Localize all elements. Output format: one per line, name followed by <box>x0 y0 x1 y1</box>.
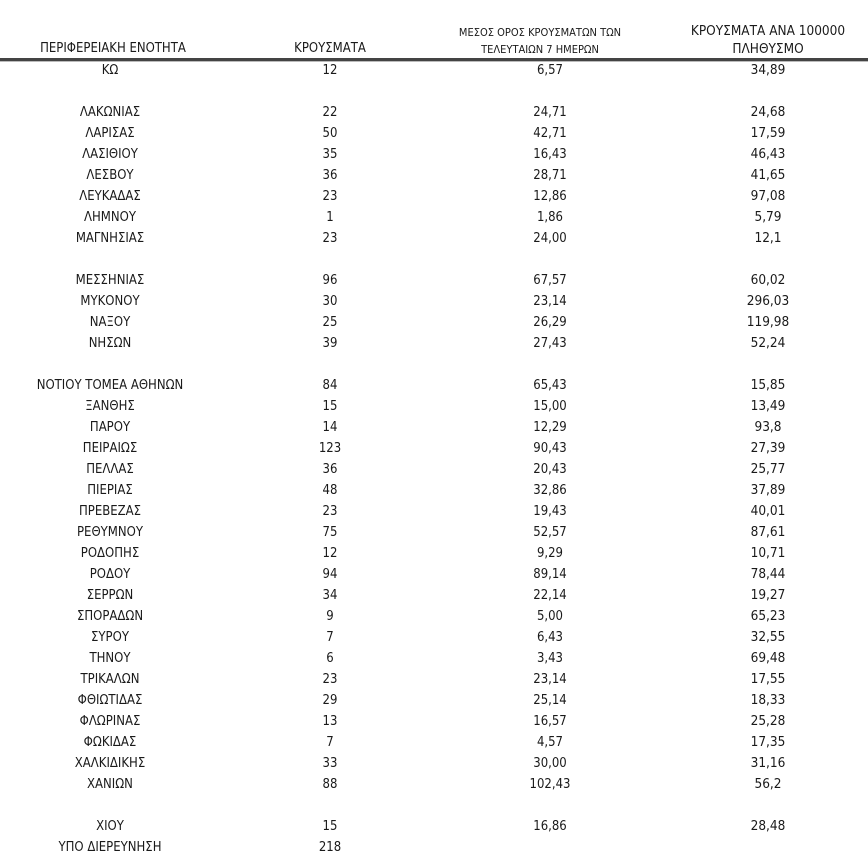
table-row <box>0 291 868 312</box>
cell-per100k: 24,68 <box>750 104 786 120</box>
cell-avg7: 22,14 <box>533 588 567 603</box>
cell-region: ΞΑΝΘΗΣ <box>85 399 135 414</box>
table-row <box>0 711 868 732</box>
table-row <box>0 543 868 564</box>
cell-avg7: 23,14 <box>533 672 567 687</box>
table-row <box>0 522 868 543</box>
cell-cases: 29 <box>322 693 338 708</box>
cell-cases: 7 <box>326 735 334 750</box>
cell-region: ΡΟΔΟΠΗΣ <box>80 546 140 561</box>
cell-region: ΜΕΣΣΗΝΙΑΣ <box>75 273 145 288</box>
table-row <box>0 732 868 753</box>
cell-per100k: 69,48 <box>750 650 786 666</box>
cell-region: ΛΑΡΙΣΑΣ <box>85 126 135 141</box>
cell-per100k: 31,16 <box>750 755 786 771</box>
table-row <box>0 480 868 501</box>
cell-per100k: 52,24 <box>750 335 786 351</box>
cell-avg7: 23,14 <box>533 294 567 309</box>
table-row <box>0 333 868 354</box>
cell-per100k: 56,2 <box>754 776 782 792</box>
cell-per100k: 18,33 <box>750 692 786 708</box>
cell-cases: 84 <box>322 378 338 393</box>
table-row <box>0 627 868 648</box>
cell-per100k: 32,55 <box>750 629 786 645</box>
header-per100k <box>668 22 868 58</box>
cell-avg7: 28,71 <box>533 168 567 183</box>
cell-avg7: 6,43 <box>536 630 564 645</box>
cell-per100k: 119,98 <box>746 314 790 330</box>
cell-region: ΤΗΝΟΥ <box>89 651 131 666</box>
cell-cases: 23 <box>322 189 338 204</box>
table-row <box>0 459 868 480</box>
cell-region: ΦΛΩΡΙΝΑΣ <box>79 714 141 729</box>
cell-region: ΣΕΡΡΩΝ <box>86 588 134 603</box>
cell-region: ΚΩ <box>101 63 119 78</box>
cell-region: ΤΡΙΚΑΛΩΝ <box>80 672 140 687</box>
cell-avg7: 89,14 <box>533 567 567 582</box>
cell-region: ΥΠΟ ΔΙΕΡΕΥΝΗΣΗ <box>58 840 162 855</box>
cell-cases: 13 <box>322 714 338 729</box>
cell-cases: 15 <box>322 399 338 414</box>
table-row <box>0 585 868 606</box>
table-row-spacer <box>0 249 868 270</box>
cell-cases: 50 <box>322 126 338 141</box>
cell-avg7: 12,29 <box>533 420 567 435</box>
cell-per100k: 19,27 <box>750 587 786 603</box>
cell-cases: 123 <box>318 441 342 456</box>
cell-cases: 1 <box>326 210 334 225</box>
cell-per100k: 28,48 <box>750 818 786 834</box>
table-row <box>0 417 868 438</box>
cell-cases: 15 <box>322 819 338 834</box>
cell-region: ΧΙΟΥ <box>96 819 124 834</box>
cell-region: ΠΙΕΡΙΑΣ <box>87 483 133 498</box>
cell-per100k: 93,8 <box>754 419 782 435</box>
cell-cases: 6 <box>326 651 334 666</box>
cell-region: ΧΑΝΙΩΝ <box>87 777 133 792</box>
table-row <box>0 774 868 795</box>
cell-per100k: 25,28 <box>750 713 786 729</box>
cell-per100k: 5,79 <box>754 209 782 225</box>
cell-cases: 34 <box>322 588 338 603</box>
cell-per100k: 97,08 <box>750 188 786 204</box>
cell-avg7: 3,43 <box>536 651 564 666</box>
header-per100k-line2: ΠΛΗΘΥΣΜΟ <box>732 41 804 57</box>
cell-cases: 88 <box>322 777 338 792</box>
cell-cases: 33 <box>322 756 338 771</box>
cell-avg7: 65,43 <box>533 378 567 393</box>
cell-region: ΛΗΜΝΟΥ <box>84 210 136 225</box>
cell-per100k: 60,02 <box>750 272 786 288</box>
cell-avg7: 32,86 <box>533 483 567 498</box>
cell-region: ΠΕΛΛΑΣ <box>86 462 134 477</box>
table-row <box>0 207 868 228</box>
cell-region: ΛΑΣΙΘΙΟΥ <box>82 147 138 162</box>
cell-region: ΦΩΚΙΔΑΣ <box>83 735 137 750</box>
cell-cases: 218 <box>318 840 342 855</box>
cell-cases: 94 <box>322 567 338 582</box>
cell-avg7: 15,00 <box>533 399 567 414</box>
cell-region: ΡΕΘΥΜΝΟΥ <box>77 525 143 540</box>
cell-avg7: 90,43 <box>533 441 567 456</box>
table-row <box>0 501 868 522</box>
cell-avg7: 12,86 <box>533 189 567 204</box>
table-row <box>0 312 868 333</box>
table-row <box>0 564 868 585</box>
cell-avg7: 52,57 <box>533 525 567 540</box>
header-avg7-line2: ΤΕΛΕΥΤΑΙΩΝ 7 ΗΜΕΡΩΝ <box>481 43 599 56</box>
cell-region: ΣΠΟΡΑΔΩΝ <box>76 609 144 624</box>
header-per100k-line1: ΚΡΟΥΣΜΑΤΑ ΑΝΑ 100000 <box>690 23 846 39</box>
cell-avg7: 30,00 <box>533 756 567 771</box>
cell-avg7: 19,43 <box>533 504 567 519</box>
cell-cases: 12 <box>322 546 338 561</box>
cell-cases: 75 <box>322 525 338 540</box>
table-row <box>0 123 868 144</box>
cell-region: ΛΕΥΚΑΔΑΣ <box>79 189 141 204</box>
cell-cases: 14 <box>322 420 338 435</box>
header-avg7 <box>440 24 640 58</box>
table-row <box>0 270 868 291</box>
cell-region: ΛΕΣΒΟΥ <box>86 168 134 183</box>
cell-cases: 48 <box>322 483 338 498</box>
table-row <box>0 228 868 249</box>
cell-per100k: 40,01 <box>750 503 786 519</box>
cell-cases: 35 <box>322 147 338 162</box>
cell-avg7: 67,57 <box>533 273 567 288</box>
cell-per100k: 25,77 <box>750 461 786 477</box>
cell-region: ΧΑΛΚΙΔΙΚΗΣ <box>74 756 146 771</box>
header-cases: ΚΡΟΥΣΜΑΤΑ <box>294 41 366 56</box>
cell-avg7: 5,00 <box>536 609 564 624</box>
cell-avg7: 24,00 <box>533 231 567 246</box>
cell-avg7: 20,43 <box>533 462 567 477</box>
cell-cases: 25 <box>322 315 338 330</box>
table-row <box>0 102 868 123</box>
header-avg7-line1: ΜΕΣΟΣ ΟΡΟΣ ΚΡΟΥΣΜΑΤΩΝ ΤΩΝ <box>458 26 622 39</box>
cell-region: ΦΘΙΩΤΙΔΑΣ <box>77 693 143 708</box>
cell-avg7: 16,57 <box>533 714 567 729</box>
table-row <box>0 669 868 690</box>
cell-region: ΛΑΚΩΝΙΑΣ <box>79 105 141 120</box>
cell-per100k: 78,44 <box>750 566 786 582</box>
table-body <box>0 60 868 858</box>
cell-per100k: 12,1 <box>754 230 782 246</box>
cell-cases: 22 <box>322 105 338 120</box>
cell-avg7: 25,14 <box>533 693 567 708</box>
cell-cases: 36 <box>322 168 338 183</box>
cell-avg7: 16,43 <box>533 147 567 162</box>
cell-per100k: 65,23 <box>750 608 786 624</box>
cell-cases: 23 <box>322 672 338 687</box>
table-row <box>0 375 868 396</box>
table-row <box>0 438 868 459</box>
cell-cases: 23 <box>322 231 338 246</box>
cell-per100k: 17,55 <box>750 671 786 687</box>
cell-per100k: 37,89 <box>750 482 786 498</box>
cell-region: ΣΥΡΟΥ <box>91 630 129 645</box>
table-row-spacer <box>0 354 868 375</box>
cell-cases: 36 <box>322 462 338 477</box>
table-row <box>0 690 868 711</box>
table-row <box>0 837 868 858</box>
cell-region: ΡΟΔΟΥ <box>89 567 131 582</box>
cell-avg7: 102,43 <box>529 777 571 792</box>
cell-per100k: 87,61 <box>750 524 786 540</box>
cell-avg7: 24,71 <box>533 105 567 120</box>
cell-avg7: 42,71 <box>533 126 567 141</box>
cell-cases: 9 <box>326 609 334 624</box>
cell-avg7: 27,43 <box>533 336 567 351</box>
cell-region: ΝΟΤΙΟΥ ΤΟΜΕΑ ΑΘΗΝΩΝ <box>36 378 184 393</box>
table-row <box>0 144 868 165</box>
cell-avg7: 16,86 <box>533 819 567 834</box>
cell-per100k: 15,85 <box>750 377 786 393</box>
table-row-spacer <box>0 795 868 816</box>
table-row <box>0 60 868 81</box>
cell-region: ΠΕΙΡΑΙΩΣ <box>82 441 138 456</box>
table-row-spacer <box>0 81 868 102</box>
cell-per100k: 10,71 <box>750 545 786 561</box>
table-row <box>0 753 868 774</box>
cell-per100k: 17,59 <box>750 125 786 141</box>
cell-per100k: 13,49 <box>750 398 786 414</box>
cell-avg7: 6,57 <box>536 63 564 78</box>
cell-avg7: 26,29 <box>533 315 567 330</box>
cell-region: ΠΡΕΒΕΖΑΣ <box>78 504 142 519</box>
cell-per100k: 34,89 <box>750 62 786 78</box>
cell-region: ΠΑΡΟΥ <box>89 420 131 435</box>
header-region: ΠΕΡΙΦΕΡΕΙΑΚΗ ΕΝΟΤΗΤΑ <box>40 41 186 56</box>
cell-cases: 30 <box>322 294 338 309</box>
cell-per100k: 41,65 <box>750 167 786 183</box>
cell-cases: 39 <box>322 336 338 351</box>
cell-region: ΝΗΣΩΝ <box>88 336 132 351</box>
cell-region: ΜΑΓΝΗΣΙΑΣ <box>75 231 145 246</box>
cell-per100k: 27,39 <box>750 440 786 456</box>
cell-avg7: 1,86 <box>536 210 564 225</box>
cell-per100k: 296,03 <box>746 293 790 309</box>
table-row <box>0 606 868 627</box>
cell-cases: 96 <box>322 273 338 288</box>
table-row <box>0 396 868 417</box>
cell-region: ΝΑΞΟΥ <box>89 315 131 330</box>
cell-cases: 23 <box>322 504 338 519</box>
cell-per100k: 17,35 <box>750 734 786 750</box>
cell-cases: 12 <box>322 63 338 78</box>
cell-avg7: 9,29 <box>536 546 564 561</box>
table-row <box>0 165 868 186</box>
table-row <box>0 648 868 669</box>
table-row <box>0 186 868 207</box>
cell-avg7: 4,57 <box>536 735 564 750</box>
cell-cases: 7 <box>326 630 334 645</box>
cell-region: ΜΥΚΟΝΟΥ <box>80 294 140 309</box>
cell-per100k: 46,43 <box>750 146 786 162</box>
table-row <box>0 816 868 837</box>
